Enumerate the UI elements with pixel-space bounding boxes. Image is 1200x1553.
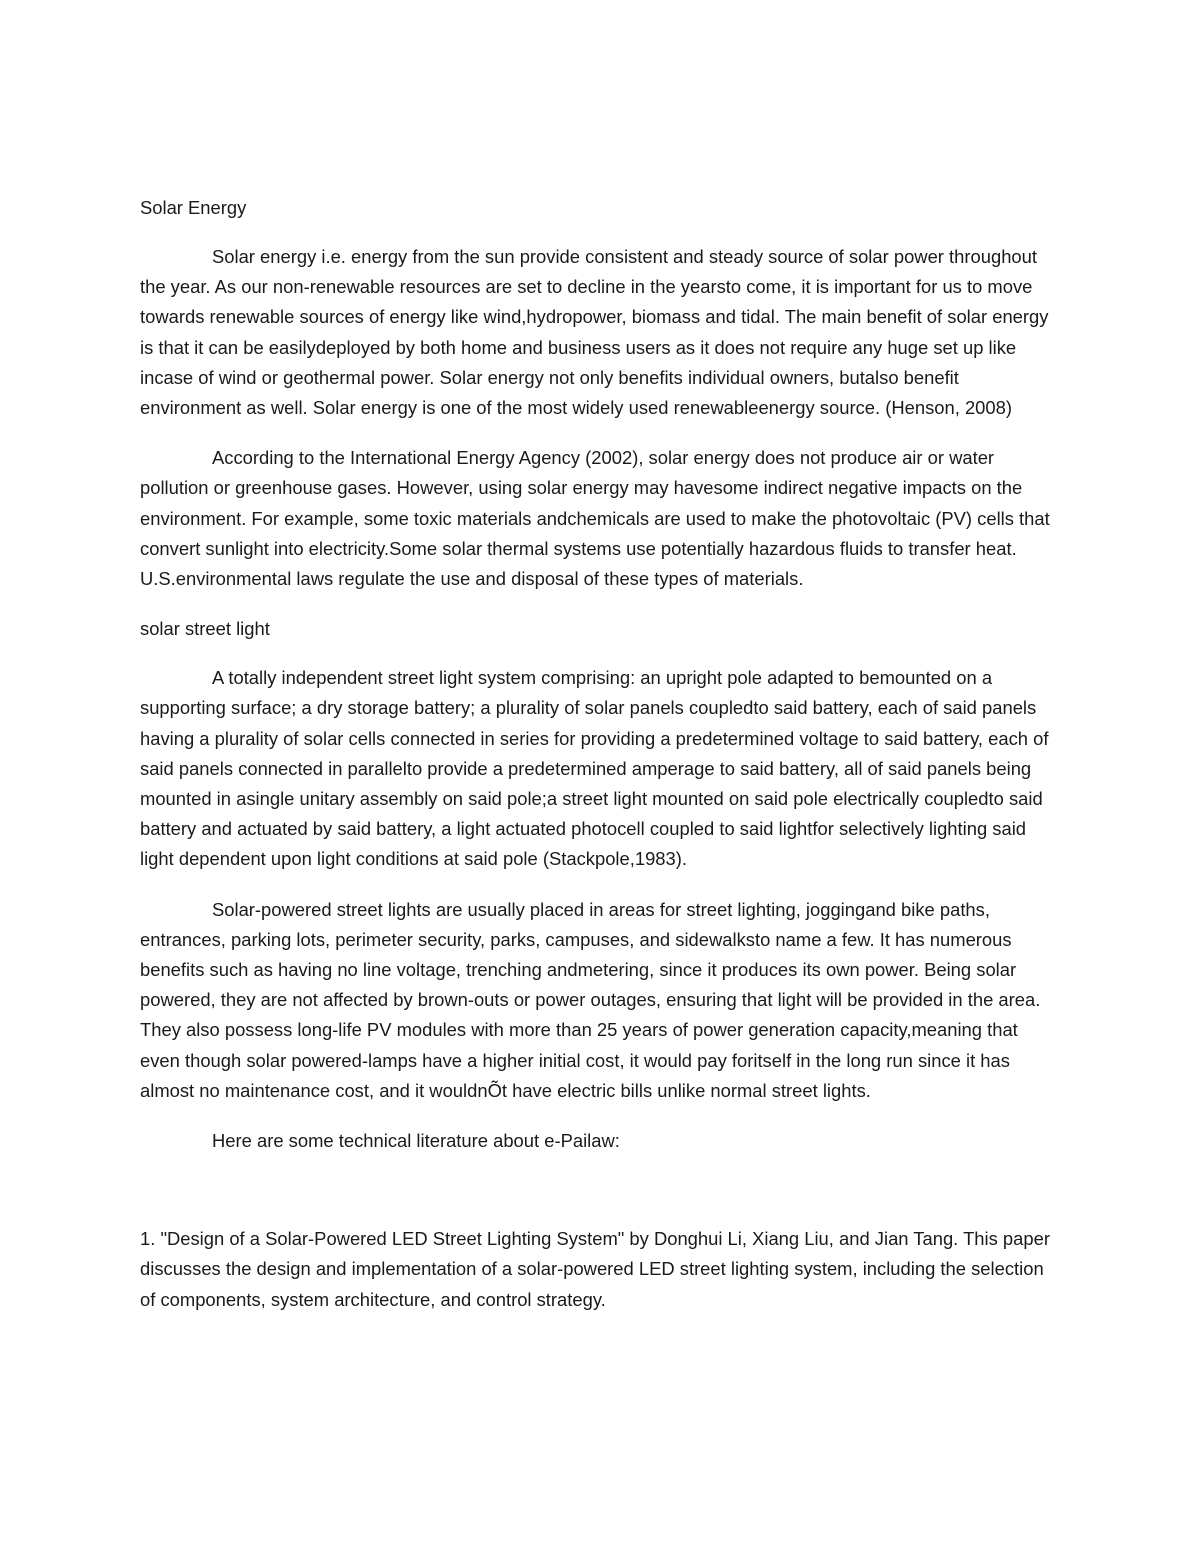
document-body: [140, 193, 1060, 1315]
document-title: Solar Energy: [140, 197, 247, 218]
paragraph-iea-impacts: According to the International Energy Agency (2002), solar energy does not produce air or water pollution or greenhouse gases. However, using solar energy may havesome indirect negative impacts on the environment. For example, some toxic materials andchemicals are used to make the photovoltaic (PV) cells that convert sunlight into electricity.Some solar thermal systems use potentially hazardous fluids to transfer heat. U.S.environmental laws regulate the use and disposal of these types of materials.: [140, 447, 1050, 590]
paragraph-literature-intro: Here are some technical literature about e-Pailaw:: [212, 1130, 620, 1152]
paragraph-street-light-system: A totally independent street light system comprising: an upright pole adapted to bemounted on a supporting surface; a dry storage battery; a plurality of solar panels coupledto said battery, each of said panels having a plurality of solar cells connected in series for providing a predetermined voltage to said battery, each of said panels connected in parallelto provide a predetermined amperage to said battery, all of said panels being mounted in asingle unitary assembly on said pole;a street light mounted on said pole electrically coupledto said battery and actuated by said battery, a light actuated photocell coupled to said lightfor selectively lighting said light dependent upon light conditions at said pole (Stackpole,1983).: [140, 667, 1049, 870]
paragraph-street-light-benefits: Solar-powered street lights are usually placed in areas for street lighting, joggingand bike paths, entrances, parking lots, perimeter security, parks, campuses, and sidewalksto name a few. It has numerous benefits such as having no line voltage, trenching andmetering, since it produces its own power. Being solar powered, they are not affected by brown-outs or power outages, ensuring that light will be provided in the area. They also possess long-life PV modules with more than 25 years of power generation capacity,meaning that even though solar powered-lamps have a higher initial cost, it would pay foritself in the long run since it has almost no maintenance cost, and it wouldnÕt have electric bills unlike normal street lights.: [140, 898, 1041, 1101]
literature-list-item: 1. "Design of a Solar-Powered LED Street Lighting System" by Donghui Li, Xiang Liu, and Jian Tang. This paper discusses the design and implementation of a solar-powered LED street lighting system, including the selection of components, system architecture, and control strategy.: [140, 1228, 1050, 1310]
paragraph-solar-energy-intro: Solar energy i.e. energy from the sun provide consistent and steady source of solar power throughout the year. As our non-renewable resources are set to decline in the yearsto come, it is important for us to move towards renewable sources of energy like wind,hydropower, biomass and tidal. The main benefit of solar energy is that it can be easilydeployed by both home and business users as it does not require any huge set up like incase of wind or geothermal power. Solar energy not only benefits individual owners, butalso benefit environment as well. Solar energy is one of the most widely used renewableenergy source. (Henson, 2008): [140, 246, 1049, 419]
section-heading-street-light: solar street light: [140, 618, 270, 640]
